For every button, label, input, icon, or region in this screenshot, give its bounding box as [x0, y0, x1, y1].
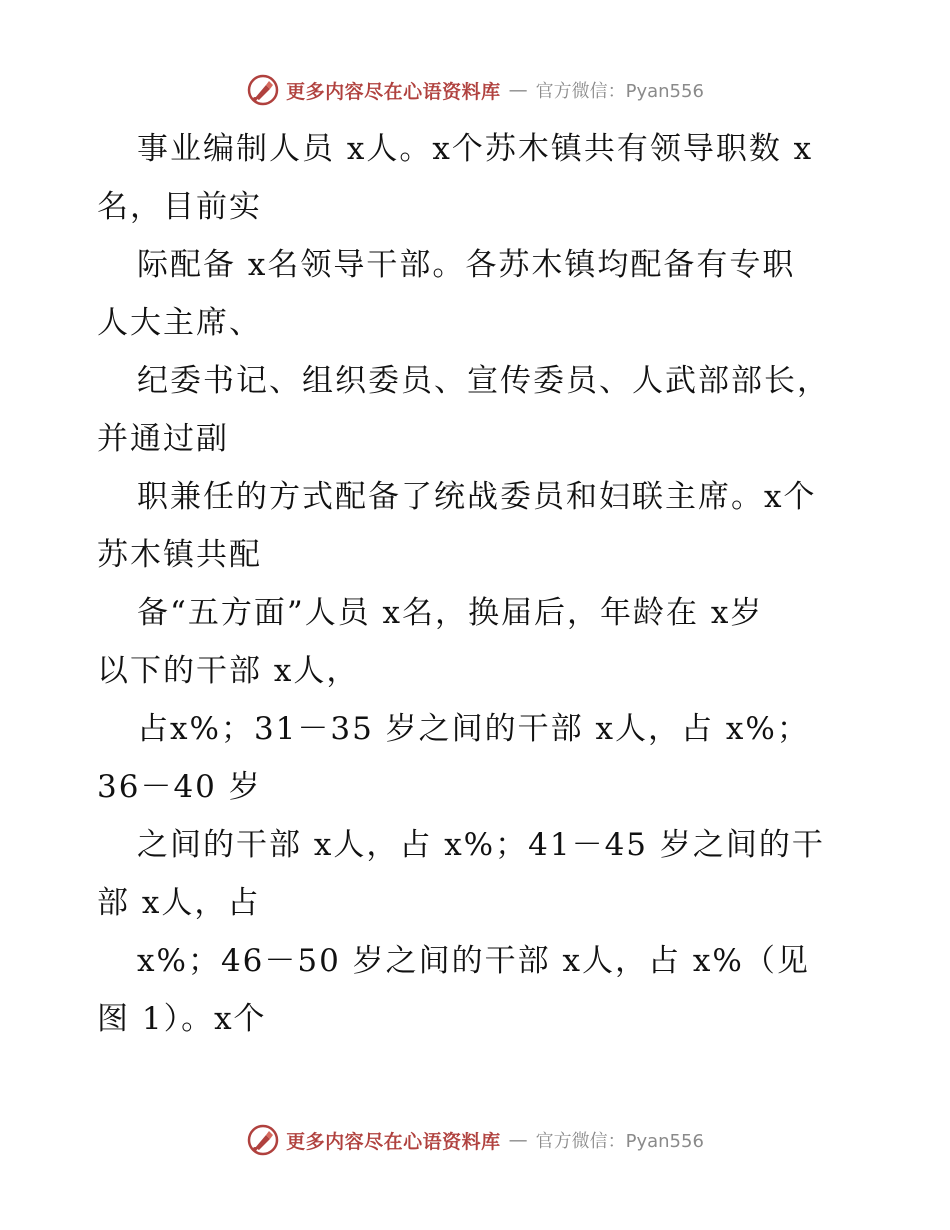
pen-nib-logo-icon	[246, 1123, 280, 1157]
body-line: 占x%；31－35 岁之间的干部 x人，占 x%；	[137, 711, 810, 747]
banner-separator: —	[508, 1129, 528, 1151]
banner-title: 更多内容尽在心语资料库	[286, 80, 501, 103]
body-line: 事业编制人员 x人。x个苏木镇共有领导职数 x	[137, 131, 814, 167]
body-line: 职兼任的方式配备了统战委员和妇联主席。x个	[137, 479, 817, 515]
body-line: 以下的干部 x人，	[97, 653, 360, 689]
body-line: 际配备 x名领导干部。各苏木镇均配备有专职	[137, 247, 796, 283]
pen-nib-logo-icon	[246, 73, 280, 107]
banner-separator: —	[508, 79, 528, 101]
body-line: 图 1）。x个	[97, 1001, 267, 1037]
body-line: 备“五方面”人员 x名，换届后，年龄在 x岁	[137, 595, 764, 631]
body-line: 人大主席、	[97, 305, 262, 341]
body-line: 名，目前实	[97, 189, 262, 225]
body-line: 并通过副	[97, 421, 229, 457]
body-line: 之间的干部 x人，占 x%；41－45 岁之间的干	[137, 827, 825, 863]
banner-wechat: 官方微信：Pyan556	[535, 1131, 704, 1152]
banner-wechat: 官方微信：Pyan556	[535, 81, 704, 102]
body-line: 部 x人，占	[97, 885, 261, 921]
body-line: 纪委书记、组织委员、宣传委员、人武部部长，	[137, 363, 830, 399]
body-line: 36－40 岁	[97, 769, 262, 805]
body-line: 苏木镇共配	[97, 537, 262, 573]
document-body	[97, 120, 857, 1048]
banner-title: 更多内容尽在心语资料库	[286, 1130, 501, 1153]
footer-banner	[0, 1120, 950, 1160]
body-line: x%；46－50 岁之间的干部 x人，占 x%（见	[137, 943, 810, 979]
header-banner	[0, 70, 950, 110]
